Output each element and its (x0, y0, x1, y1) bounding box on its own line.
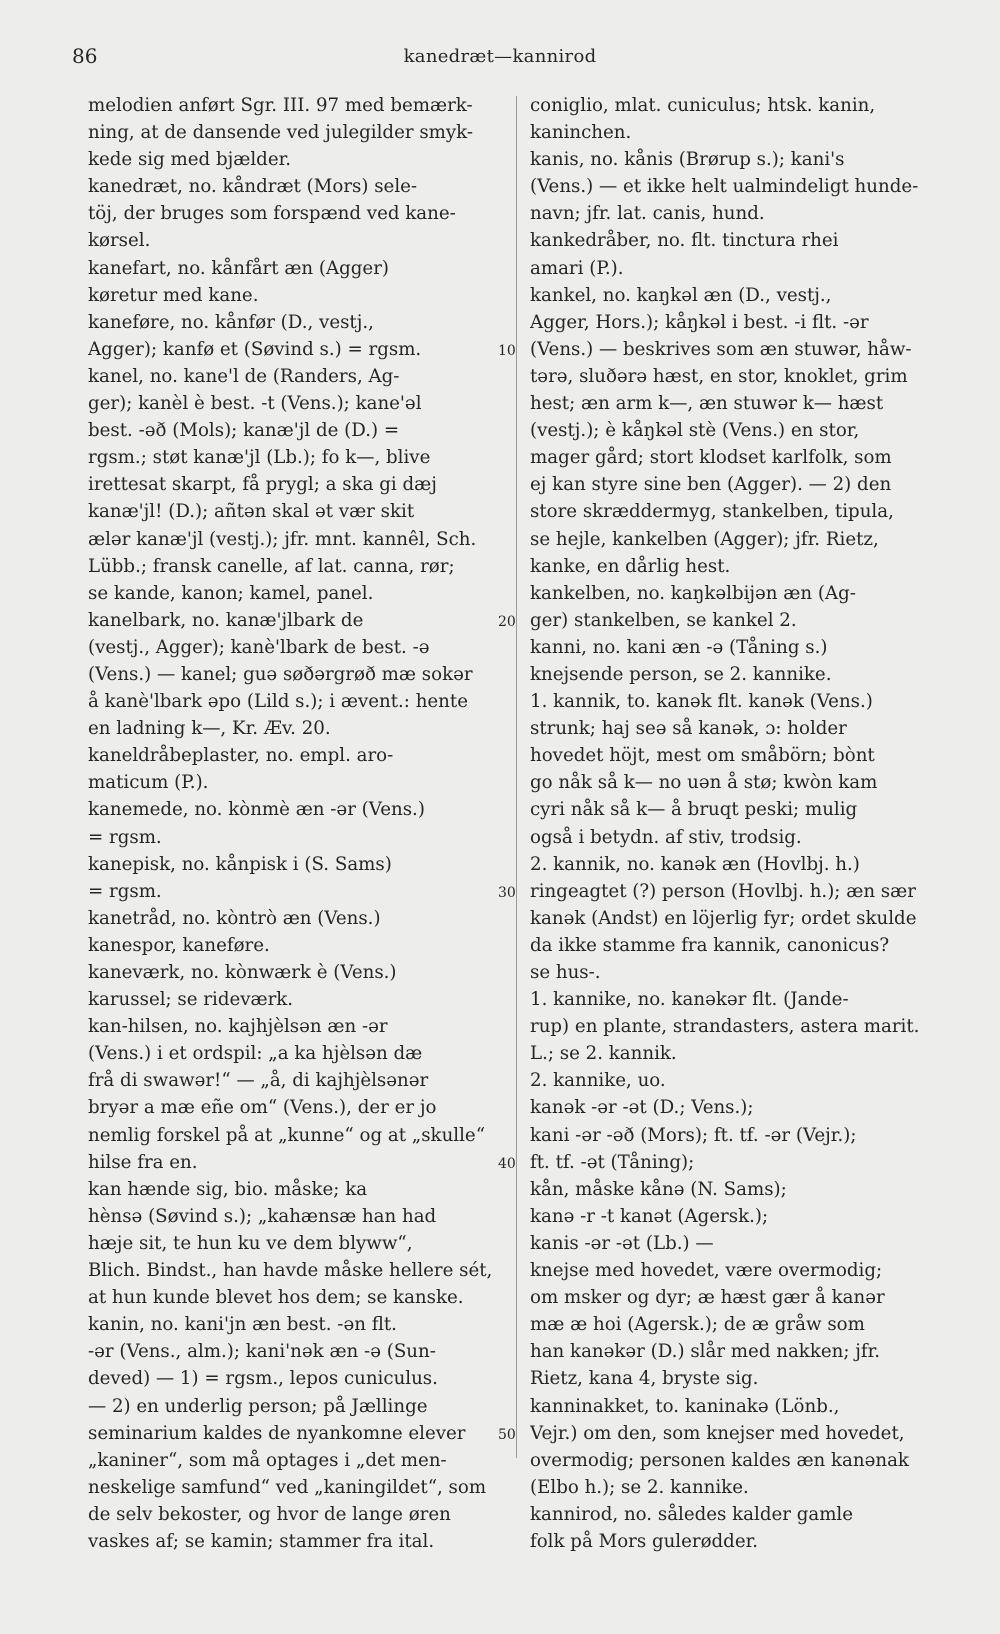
text-line: deved) — 1) = rgsm., lepos cuniculus. (88, 1368, 438, 1390)
text-line: vaskes af; se kamin; stammer fra ital. (88, 1530, 435, 1552)
text-line: da ikke stamme fra kannik, canonicus? (530, 934, 890, 956)
text-line: kaneværk, no. kònwærk è (Vens.) (88, 962, 397, 983)
text-line: se kande, kanon; kamel, panel. (88, 582, 374, 604)
text-line: 1. kannike, no. kanəkər flt. (Jande- (530, 989, 849, 1011)
text-line: kanetråd, no. kòntrò æn (Vens.) (88, 907, 381, 929)
text-line: hæje sit, te hun ku ve dem blyww“, (88, 1232, 413, 1254)
text-line: tərə, sluðərə hæst, en stor, knoklet, grim (530, 365, 908, 387)
text-line: folk på Mors gulerødder. (530, 1530, 759, 1552)
text-line: kørsel. (88, 230, 151, 252)
text-line: kaneldråbeplaster, no. empl. aro- (88, 745, 394, 767)
text-line: Rietz, kana 4, bryste sig. (530, 1368, 759, 1390)
text-line: Agger); kanfø et (Søvind s.) = rgsm. (88, 338, 422, 360)
text-line: 2. kannik, no. kanək æn (Hovlbj. h.) (530, 853, 860, 875)
text-line: irettesat skarpt, få prygl; a ska gi dæj (88, 474, 437, 496)
text-line: (Vens.) i et ordspil: „a ka hjèlsən dæ (88, 1043, 423, 1065)
text-line: coniglio, mlat. cuniculus; htsk. kanin, (530, 95, 876, 116)
text-line: karussel; se rideværk. (88, 989, 294, 1011)
text-line: kankedråber, no. flt. tinctura rhei (530, 230, 839, 252)
text-line: køretur med kane. (88, 284, 259, 306)
text-line: (Elbo h.); se 2. kannike. (530, 1476, 749, 1498)
text-line: kanin, no. kani'jn æn best. -ən flt. (88, 1314, 397, 1336)
text-line: 1. kannik, to. kanək flt. kanək (Vens.) (530, 691, 873, 713)
text-line: også i betydn. af stiv, trodsig. (530, 826, 802, 848)
text-line: mæ æ hoi (Agersk.); de æ gråw som (530, 1314, 865, 1336)
text-line: (Vens.) — kanel; guə søðərgrøð mæ sokər (88, 663, 473, 685)
page-number: 86 (72, 44, 98, 68)
text-line: nemlig forskel på at „kunne“ og at „skulle“ (88, 1124, 485, 1146)
text-line: han kanəkər (D.) slår med nakken; jfr. (530, 1341, 881, 1363)
text-line: store skræddermyg, stankelben, tipula, (530, 501, 894, 523)
text-line: best. -əð (Mols); kanæ'jl de (D.) = (88, 420, 400, 442)
text-line: kån, måske kånə (N. Sams); (530, 1178, 787, 1200)
text-line: ning, at de dansende ved julegilder smyk- (88, 122, 474, 144)
text-line: navn; jfr. lat. canis, hund. (530, 203, 765, 225)
text-line: seminarium kaldes de nyankomne elever (88, 1422, 466, 1444)
text-line: kanək -ər -ət (D.; Vens.); (530, 1097, 754, 1119)
text-line: knejse med hovedet, være overmodig; (530, 1260, 883, 1282)
text-line: Vejr.) om den, som knejser med hovedet, (530, 1422, 905, 1444)
text-line: ælər kanæ'jl (vestj.); jfr. mnt. kannêl, Sch. (88, 528, 477, 550)
line-number: 40 (498, 1155, 516, 1172)
text-line: ringeagtet (?) person (Hovlbj. h.); æn sær (530, 880, 916, 902)
text-line: se hejle, kankelben (Agger); jfr. Rietz, (530, 528, 879, 550)
text-line: (Vens.) — et ikke helt ualmindeligt hunde- (530, 176, 919, 198)
text-line: kannirod, no. således kalder gamle (530, 1503, 854, 1525)
text-line: rgsm.; støt kanæ'jl (Lb.); fo k—, blive (88, 447, 431, 469)
text-line: maticum (P.). (88, 772, 209, 794)
text-line: kankel, no. kaŋkəl æn (D., vestj., (530, 284, 832, 306)
text-line: kanək (Andst) en löjerlig fyr; ordet skulde (530, 907, 917, 929)
text-line: overmodig; personen kaldes æn kanənak (530, 1449, 909, 1471)
text-line: kanis -ər -ət (Lb.) — (530, 1232, 714, 1254)
text-line: hilse fra en. (88, 1151, 198, 1173)
text-line: rup) en plante, strandasters, astera marit. (530, 1016, 920, 1038)
text-line: = rgsm. (88, 880, 162, 902)
text-line: kanelbark, no. kanæ'jlbark de (88, 609, 364, 631)
text-line: kede sig med bjælder. (88, 149, 292, 171)
text-line: ger) stankelben, se kankel 2. (530, 609, 797, 631)
text-line: kanke, en dårlig hest. (530, 555, 731, 577)
text-line: (vestj., Agger); kanè'lbark de best. -ə (88, 636, 430, 658)
text-line: (Vens.) — beskrives som æn stuwər, håw- (530, 338, 912, 360)
line-number: 50 (498, 1426, 516, 1443)
text-line: ft. tf. -ət (Tåning); (530, 1151, 695, 1173)
running-head: kanedræt—kannirod (403, 46, 597, 67)
text-line: kanel, no. kane'l de (Randers, Ag- (88, 365, 400, 387)
text-line: Lübb.; fransk canelle, af lat. canna, rør; (88, 555, 455, 577)
text-line: 2. kannike, uo. (530, 1070, 666, 1092)
text-line: = rgsm. (88, 826, 162, 848)
text-line: Agger, Hors.); kåŋkəl i best. -i flt. -ər (530, 311, 869, 333)
text-line: hest; æn arm k—, æn stuwər k— hæst (530, 393, 884, 415)
column-divider (516, 96, 517, 1458)
text-line: kanedræt, no. kåndræt (Mors) sele- (88, 176, 418, 198)
text-line: kaninchen. (530, 122, 632, 144)
text-line: kanninakket, to. kaninakə (Lönb., (530, 1395, 840, 1417)
text-line: (vestj.); è kåŋkəl stè (Vens.) en stor, (530, 420, 860, 442)
text-line: „kaniner“, som må optages i „det men- (88, 1449, 447, 1471)
line-number: 10 (498, 342, 516, 359)
text-line: kanə -r -t kanət (Agersk.); (530, 1205, 769, 1227)
text-line: bryər a mæ eñe om“ (Vens.), der er jo (88, 1097, 437, 1119)
text-line: mager gård; stort klodset karlfolk, som (530, 447, 892, 469)
text-line: melodien anført Sgr. III. 97 med bemærk- (88, 95, 473, 116)
line-number: 20 (498, 613, 516, 630)
text-line: hovedet höjt, mest om småbörn; bònt (530, 745, 875, 767)
text-line: frå di swawər!“ — „å, di kajhjèlsənər (88, 1070, 429, 1092)
text-line: kan-hilsen, no. kajhjèlsən æn -ər (88, 1016, 388, 1038)
text-line: cyri nåk så k— å bruqt peski; mulig (530, 799, 858, 821)
text-line: at hun kunde blevet hos dem; se kanske. (88, 1287, 464, 1309)
text-line: kanemede, no. kònmè æn -ər (Vens.) (88, 799, 425, 821)
text-line: kaneføre, no. kånfør (D., vestj., (88, 311, 374, 333)
text-line: knejsende person, se 2. kannike. (530, 663, 832, 685)
text-line: se hus-. (530, 962, 601, 983)
text-line: amari (P.). (530, 257, 624, 279)
text-line: de selv bekoster, og hvor de lange øren (88, 1503, 451, 1525)
text-line: kanespor, kaneføre. (88, 934, 270, 956)
text-line: om msker og dyr; æ hæst gær å kanər (530, 1287, 885, 1309)
text-line: ger); kanèl è best. -t (Vens.); kane'əl (88, 393, 422, 415)
text-line: L.; se 2. kannik. (530, 1043, 677, 1065)
line-number: 30 (498, 884, 516, 901)
text-line: -ər (Vens., alm.); kani'nək æn -ə (Sun- (88, 1341, 436, 1363)
text-line: kanni, no. kani æn -ə (Tåning s.) (530, 636, 828, 658)
text-line: å kanè'lbark əpo (Lild s.); i ævent.: hente (88, 691, 468, 713)
text-line: go nåk så k— no uən å stø; kwòn kam (530, 772, 878, 794)
text-line: strunk; haj seə så kanək, ɔ: holder (530, 718, 847, 740)
text-line: en ladning k—, Kr. Æv. 20. (88, 718, 331, 740)
text-line: kankelben, no. kaŋkəlbijən æn (Ag- (530, 582, 856, 604)
text-line: ej kan styre sine ben (Agger). — 2) den (530, 474, 892, 496)
text-line: — 2) en underlig person; på Jællinge (88, 1395, 428, 1417)
text-line: kanæ'jl! (D.); añtən skal ət vær skit (88, 501, 415, 523)
text-line: kanefart, no. kånfårt æn (Agger) (88, 257, 389, 279)
page-header (0, 44, 1000, 74)
text-line: hènsə (Søvind s.); „kahænsæ han had (88, 1205, 437, 1227)
text-line: kanis, no. kånis (Brørup s.); kani's (530, 149, 845, 171)
text-line: kani -ər -əð (Mors); ft. tf. -ər (Vejr.); (530, 1124, 857, 1146)
text-line: kan hænde sig, bio. måske; ka (88, 1178, 368, 1200)
right-column (530, 92, 960, 1555)
text-line: kanepisk, no. kånpisk i (S. Sams) (88, 853, 392, 875)
left-column (88, 92, 518, 1555)
text-line: neskelige samfund“ ved „kaningildet“, som (88, 1476, 487, 1498)
text-line: Blich. Bindst., han havde måske hellere sét, (88, 1260, 493, 1282)
text-line: töj, der bruges som forspænd ved kane- (88, 203, 456, 225)
